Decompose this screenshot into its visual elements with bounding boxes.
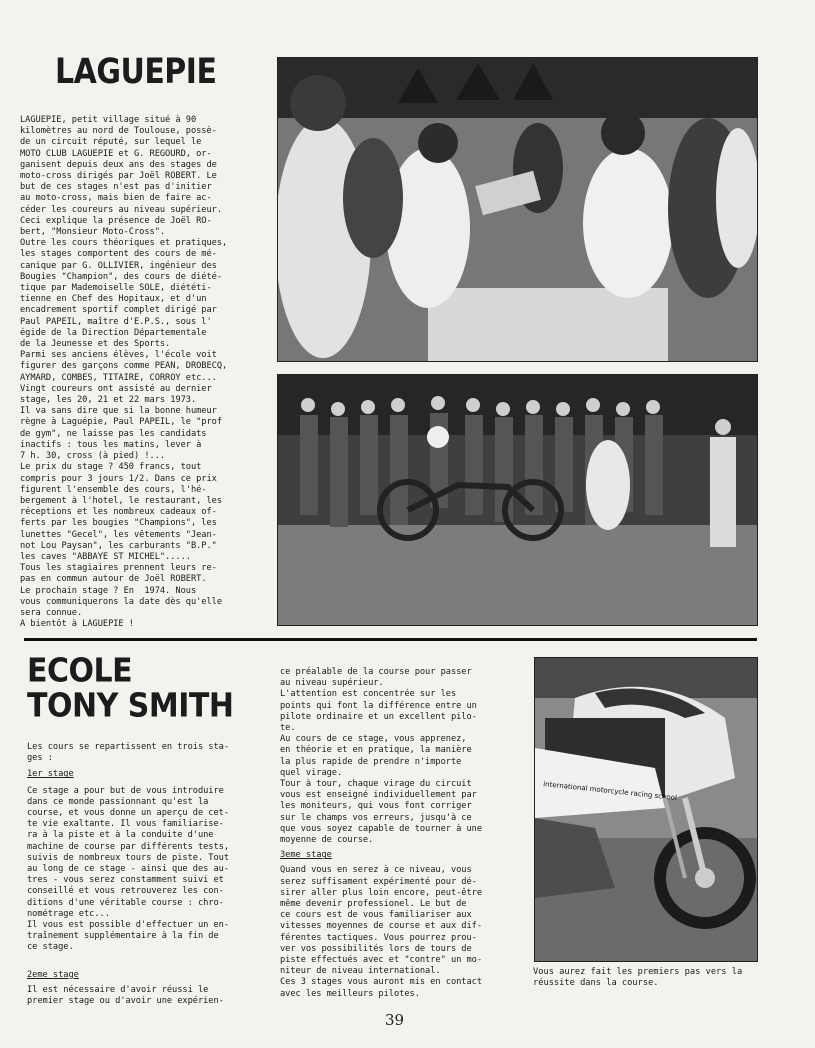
article-body-laguepie: LAGUEPIE, petit village situé à 90 kilomètres au nord de Toulouse, possè- de un circuit réputé, sur lequel le MOTO CLUB LAGUEPIE et G. REGOURD, or- ganisent depuis deux ans des stages de moto-cross dirigés par Joël ROBERT. Le but de ces stages n'est pas d'initier au moto-cross, mais bien de faire ac- céder les coureurs au niveau supérieur. Ceci explique la présence de Joël RO- bert, "Monsieur Moto-Cross". Outre les cours théoriques et pratiques, les stages comportent des cours de mé- canique par G. OLLIVIER, ingénieur des Bougies "Champion", des cours de diété- tique par Mademoiselle SOLE, diététi- tienne en Chef des Hopitaux, et d'un encadrement sportif complet dirigé par Paul PAPEIL, maître d'E.P.S., sous l' égide de la Direction Départementale de la Jeunesse et des Sports. Parmi ses anciens élèves, l'école voit figurer des garçons comme PEAN, DROBECQ, AYMARD, COMBES, TITAIRE, CORROY etc... Vingt coureurs ont assisté au dernier stage, les 20, 21 et 22 mars 1973. Il va sans dire que si la bonne humeur règne à Laguépie, Paul PAPEIL, le "prof de gym", ne laisse pas les candidats inactifs : tous les matins, lever à 7 h. 30, cross (à pied) !... Le prix du stage ? 450 francs, tout compris pour 3 jours 1/2. Dans ce prix figurent l'ensemble des cours, l'hé- bergement à l'hotel, le restaurant, les réceptions et les nombreux cadeaux of- ferts par les bougies "Champions", les lunettes "Gecel", les vêtements "Jean- not Lou Paysan", les carburants "B.P." les caves "ABBAYE ST MICHEL"..... Tous les stagiaires prennent leurs re- pas en commun autour de Joël ROBERT. Le prochain stage ? En 1974. Nous vous communiquerons la date dès qu'elle sera connue. A bientôt à LAGUEPIE ! [20,115,228,630]
stage2-continued-text: ce préalable de la course pour passer au niveau supérieur. L'attention est concentrée sur les points qui font la différence entre un pilote ordinaire et un excellent pilo- te. Au cours de ce stage, vous apprenez, en théorie et en pratique, la manière la plus rapide de prendre n'importe quel virage. Tour à tour, chaque virage du circuit vous est enseigné individuellement par les moniteurs, qui vous font corriger sur le champs vos erreurs, jusqu'à ce que vous soyez capable de tourner à une moyenne de course. [280,667,483,846]
stage1-text: Ce stage a pour but de vous introduire dans ce monde passionnant qu'est la course, et vous donne un aperçu de cet- te vie exaltante. Il vous familiarise- ra à la piste et à la conduite d'une machine de course par différents tests, suivis de nombreux tours de piste. Tout au long de ce stage - ainsi que des au- tres - vous serez constamment suivi et conseillé et vous retrouverez les con- ditions d'une véritable course : chro- nométrage etc... Il vous est possible d'effectuer un en- traînement supplémentaire à la fin de ce stage. [27,785,230,953]
article-title-tony-smith [27,651,234,726]
stage2-text: Il est nécessaire d'avoir réussi le premier stage ou d'avoir une expérien- [27,985,224,1007]
article-column-right [280,667,482,1000]
fairing-lettering: international motorcycle racing school [542,780,678,803]
title-line-2: TONY SMITH [27,687,234,726]
section-divider [24,638,757,641]
intro-text: Les cours se repartissent en trois sta- ges : [27,742,230,764]
stage2-label: 2eme stage [27,969,79,980]
photo-caption: Vous aurez fait les premiers pas vers la réussite dans la course. [533,967,743,989]
title-line-1: ECOLE [27,651,133,691]
article-title-laguepie: LAGUEPIE [55,52,217,93]
article-column-left [27,742,229,1007]
photo-handshake-reception [277,57,758,362]
page-number: 39 [385,1011,405,1029]
stage1-label: 1er stage [27,769,74,780]
stage3-label: 3eme stage [280,850,332,861]
photo-racing-motorcycle [534,657,758,962]
stage3-text: Quand vous en serez à ce niveau, vous serez suffisament expérimenté pour dé- sirer aller plus loin encore, peut-être même devenir professionel. Le but de ce cours est de vous familiariser aux vitesses moyennes de course et aux dif- férentes tactiques. Vous pourrez prou- ver vos possibilités lors de tours de piste effectués avec et "contre" un mo- niteur de niveau international. Ces 3 stages vous auront mis en contact avec les meilleurs pilotes. [280,865,483,999]
photo-motocross-group [277,374,758,626]
